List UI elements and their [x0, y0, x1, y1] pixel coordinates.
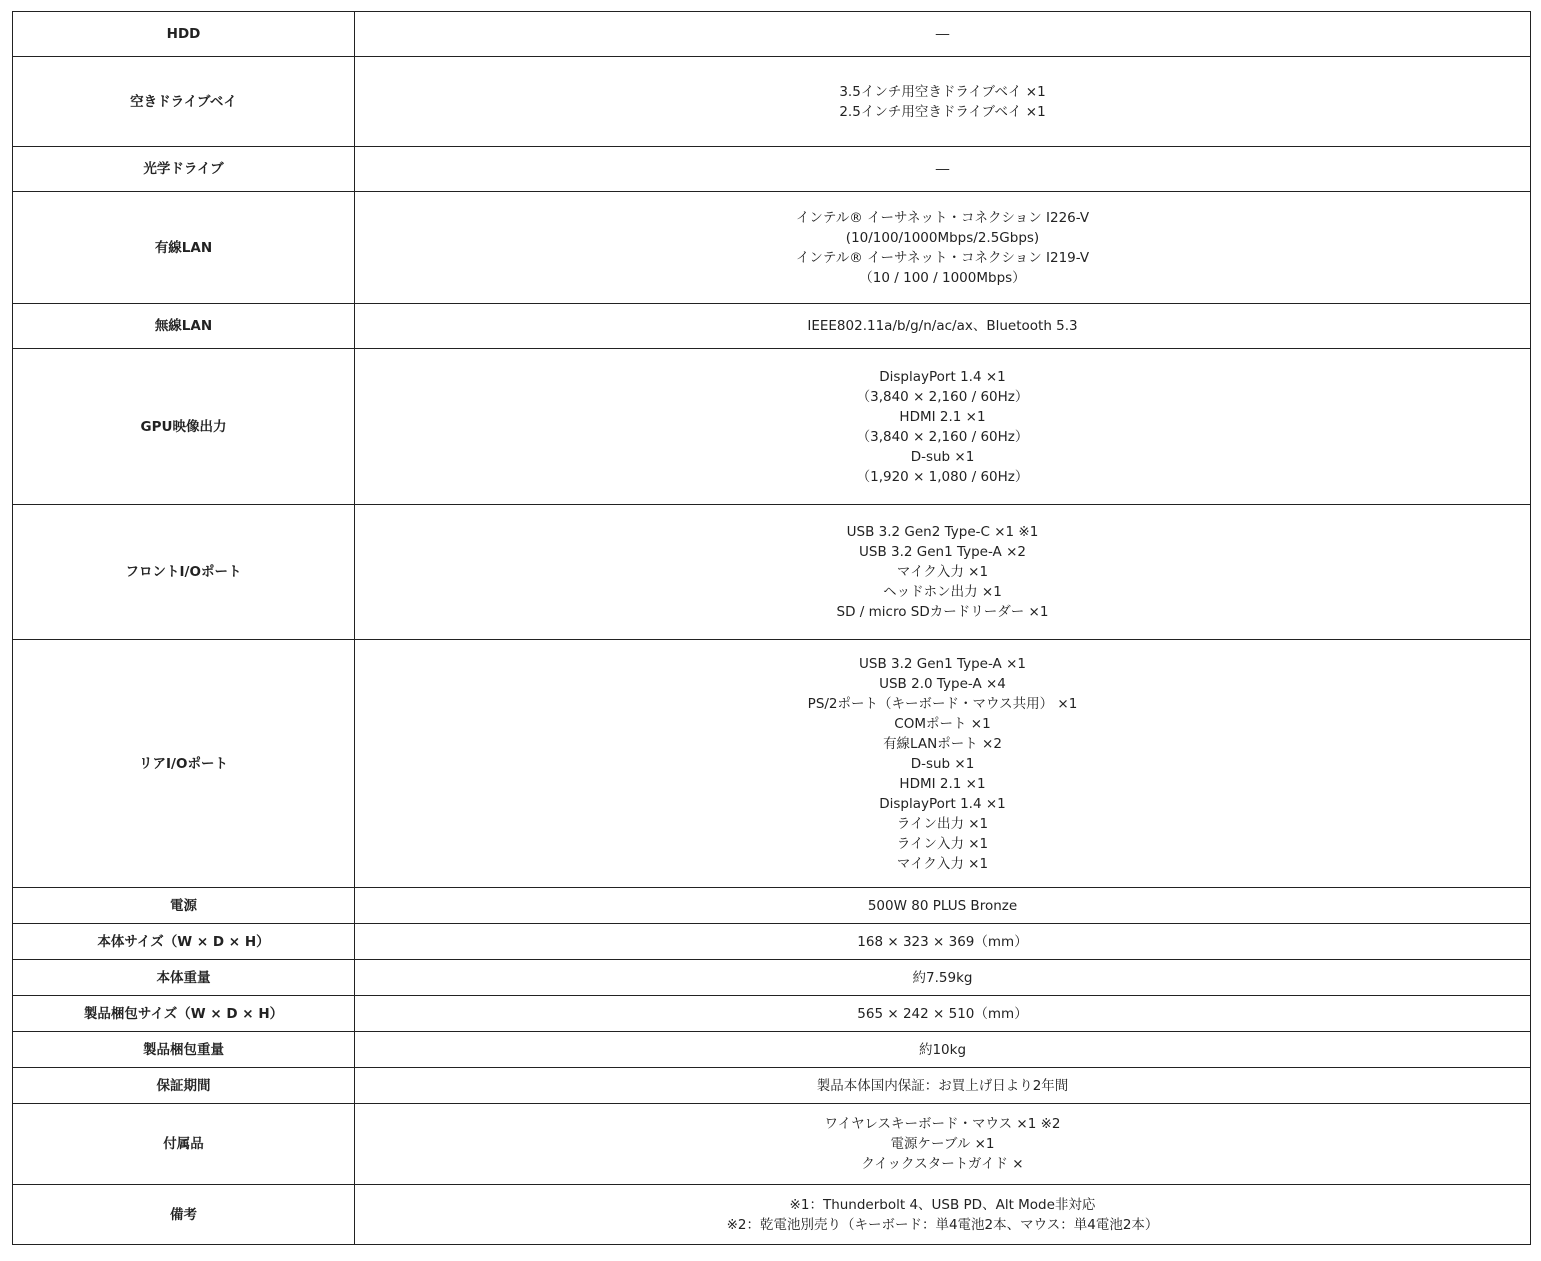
row-value — [355, 304, 1531, 349]
row-value — [355, 960, 1531, 996]
row-label: 電源 — [13, 888, 355, 924]
spec-row-package-weight — [13, 1032, 1531, 1068]
row-value — [355, 640, 1531, 888]
row-value — [355, 1104, 1531, 1185]
value-line: D-sub ×1 — [910, 755, 975, 772]
value-line: 約7.59kg — [912, 969, 973, 986]
value-line: PS/2ポート（キーボード・マウス共用） ×1 — [807, 695, 1078, 712]
row-value — [355, 192, 1531, 304]
value-line: ※2：乾電池別売り（キーボード：単4電池2本、マウス：単4電池2本） — [726, 1216, 1159, 1233]
value-line: 約10kg — [918, 1041, 967, 1058]
row-label: 製品梱包重量 — [13, 1032, 355, 1068]
value-line: (10/100/1000Mbps/2.5Gbps) — [845, 229, 1040, 246]
value-line: IEEE802.11a/b/g/n/ac/ax、Bluetooth 5.3 — [807, 318, 1078, 334]
value-line: D-sub ×1 — [910, 448, 975, 465]
value-line: （1,920 × 1,080 / 60Hz） — [856, 468, 1029, 485]
row-label: 無線LAN — [13, 304, 355, 349]
value-line: （10 / 100 / 1000Mbps） — [859, 269, 1026, 286]
row-label: 製品梱包サイズ（W × D × H） — [13, 996, 355, 1032]
row-value — [355, 1068, 1531, 1104]
value-line: USB 3.2 Gen2 Type-C ×1 ※1 — [846, 524, 1039, 540]
row-label: 光学ドライブ — [13, 147, 355, 192]
row-label: HDD — [13, 12, 355, 57]
value-line: ライン出力 ×1 — [896, 815, 989, 832]
value-line: HDMI 2.1 ×1 — [899, 775, 986, 792]
row-value — [355, 1185, 1531, 1245]
spec-table — [12, 11, 1531, 1245]
row-value — [355, 349, 1531, 505]
row-value — [355, 924, 1531, 960]
value-line: ヘッドホン出力 ×1 — [883, 584, 1002, 600]
value-line: 電源ケーブル ×1 — [890, 1136, 995, 1152]
value-line: インテル® イーサネット・コネクション I226-V — [795, 209, 1090, 226]
spec-row-warranty — [13, 1068, 1531, 1104]
spec-row-package-size — [13, 996, 1531, 1032]
value-line: （3,840 × 2,160 / 60Hz） — [856, 428, 1029, 445]
row-label: 本体重量 — [13, 960, 355, 996]
value-line: COMポート ×1 — [894, 715, 991, 732]
spec-row-body-weight — [13, 960, 1531, 996]
row-value — [355, 12, 1531, 57]
value-line: DisplayPort 1.4 ×1 — [879, 795, 1006, 812]
value-line: 製品本体国内保証：お買上げ日より2年間 — [816, 1077, 1069, 1094]
value-line: ※1：Thunderbolt 4、USB PD、Alt Mode非対応 — [789, 1196, 1096, 1213]
value-line: ライン入力 ×1 — [896, 835, 989, 852]
spec-row-front-io — [13, 505, 1531, 640]
spec-row-wired-lan — [13, 192, 1531, 304]
value-line: USB 3.2 Gen1 Type-A ×1 — [859, 655, 1026, 672]
value-line: 500W 80 PLUS Bronze — [867, 897, 1018, 914]
spec-row-gpu-output — [13, 349, 1531, 505]
row-value — [355, 505, 1531, 640]
value-line: SD / micro SDカードリーダー ×1 — [836, 604, 1049, 620]
row-label: 空きドライブベイ — [13, 57, 355, 147]
value-line: 2.5インチ用空きドライブベイ ×1 — [839, 103, 1046, 120]
value-line: 168 × 323 × 369（mm） — [857, 933, 1028, 950]
row-label: 保証期間 — [13, 1068, 355, 1104]
value-line: HDMI 2.1 ×1 — [899, 408, 986, 425]
value-line: マイク入力 ×1 — [896, 855, 989, 872]
spec-row-body-size — [13, 924, 1531, 960]
spec-row-power — [13, 888, 1531, 924]
value-line: （3,840 × 2,160 / 60Hz） — [856, 388, 1029, 405]
spec-row-optical-drive — [13, 147, 1531, 192]
row-label: フロントI/Oポート — [13, 505, 355, 640]
row-label: GPU映像出力 — [13, 349, 355, 505]
value-line: クイックスタートガイド × — [861, 1156, 1024, 1172]
spec-row-accessories — [13, 1104, 1531, 1185]
row-value — [355, 996, 1531, 1032]
spec-row-notes — [13, 1185, 1531, 1245]
row-label: リアI/Oポート — [13, 640, 355, 888]
spec-row-wireless-lan — [13, 304, 1531, 349]
row-value — [355, 888, 1531, 924]
value-line: 有線LANポート ×2 — [883, 735, 1002, 752]
row-label: 本体サイズ（W × D × H） — [13, 924, 355, 960]
value-line: 565 × 242 × 510（mm） — [857, 1005, 1028, 1022]
value-line: DisplayPort 1.4 ×1 — [879, 368, 1006, 385]
spec-row-hdd — [13, 12, 1531, 57]
row-value — [355, 1032, 1531, 1068]
value-line: USB 2.0 Type-A ×4 — [879, 675, 1006, 692]
row-value — [355, 57, 1531, 147]
value-line: USB 3.2 Gen1 Type-A ×2 — [859, 544, 1026, 560]
row-label: 備考 — [13, 1185, 355, 1245]
value-line: マイク入力 ×1 — [896, 564, 989, 580]
spec-row-drive-bay — [13, 57, 1531, 147]
value-line: ― — [935, 161, 950, 177]
row-label: 付属品 — [13, 1104, 355, 1185]
value-line: 3.5インチ用空きドライブベイ ×1 — [839, 83, 1046, 100]
value-line: ― — [935, 26, 950, 42]
value-line: ワイヤレスキーボード・マウス ×1 ※2 — [824, 1116, 1061, 1132]
row-label: 有線LAN — [13, 192, 355, 304]
value-line: インテル® イーサネット・コネクション I219-V — [795, 249, 1090, 266]
row-value — [355, 147, 1531, 192]
spec-row-rear-io — [13, 640, 1531, 888]
